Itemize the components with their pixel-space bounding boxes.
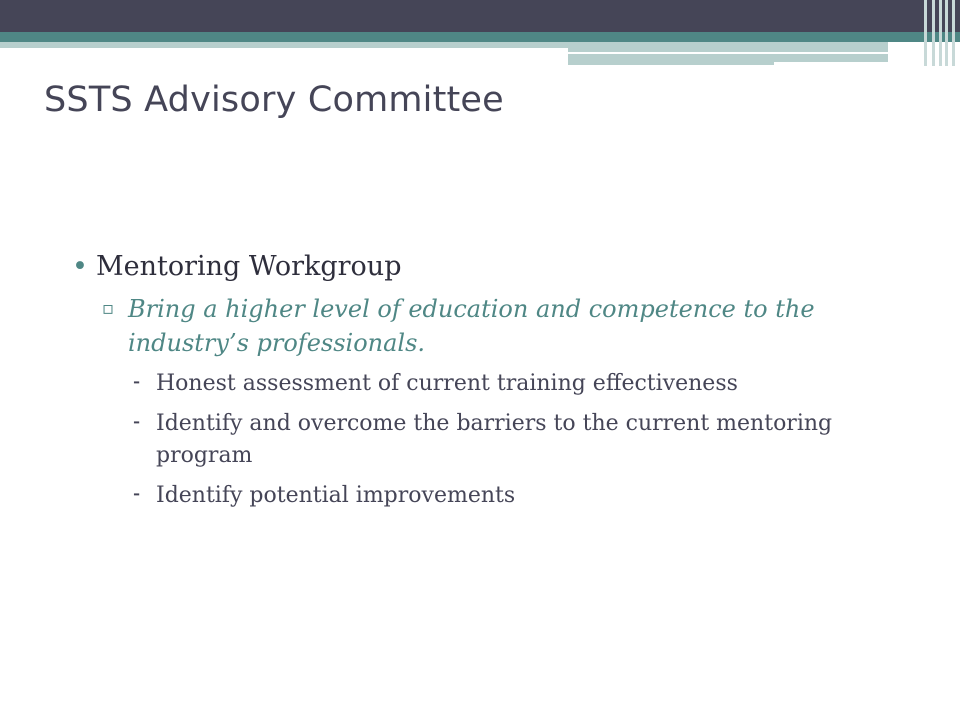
bullet-text: Identify potential improvements — [156, 483, 516, 508]
header-stripe — [952, 0, 955, 66]
bullet-text: Bring a higher level of education and competence to the industry’s professionals. — [128, 295, 815, 357]
header-step-block-lower — [568, 62, 774, 65]
bullet-level-3 — [128, 480, 902, 512]
bullet-level-3 — [128, 408, 902, 472]
bullet-text: Mentoring Workgroup — [96, 251, 402, 282]
header-step-line — [568, 52, 888, 54]
slide-title: SSTS Advisory Committee — [44, 80, 504, 120]
bullet-text: Identify and overcome the barriers to the current mentoring program — [156, 411, 833, 468]
header-band-dark — [0, 0, 960, 32]
bullet-dash-icon: ⁃ — [132, 413, 141, 434]
bullet-level-1 — [72, 246, 902, 288]
bullet-dash-icon: ⁃ — [132, 373, 141, 394]
bullet-level-3 — [128, 368, 902, 400]
header-stripes — [920, 0, 960, 66]
bullet-text: Honest assessment of current training effectiveness — [156, 371, 738, 396]
bullet-square-icon: ▫ — [102, 298, 115, 319]
header-stripe — [939, 0, 942, 66]
bullet-dash-icon: ⁃ — [132, 485, 141, 506]
bullet-level-2 — [96, 292, 902, 360]
header-band-teal — [0, 32, 960, 42]
header-stripe — [945, 0, 948, 66]
bullet-dot-icon: • — [72, 251, 88, 282]
header-band-light — [0, 42, 568, 48]
slide-body — [72, 246, 902, 520]
header-stripe — [924, 0, 927, 66]
header-stripe — [932, 0, 935, 66]
